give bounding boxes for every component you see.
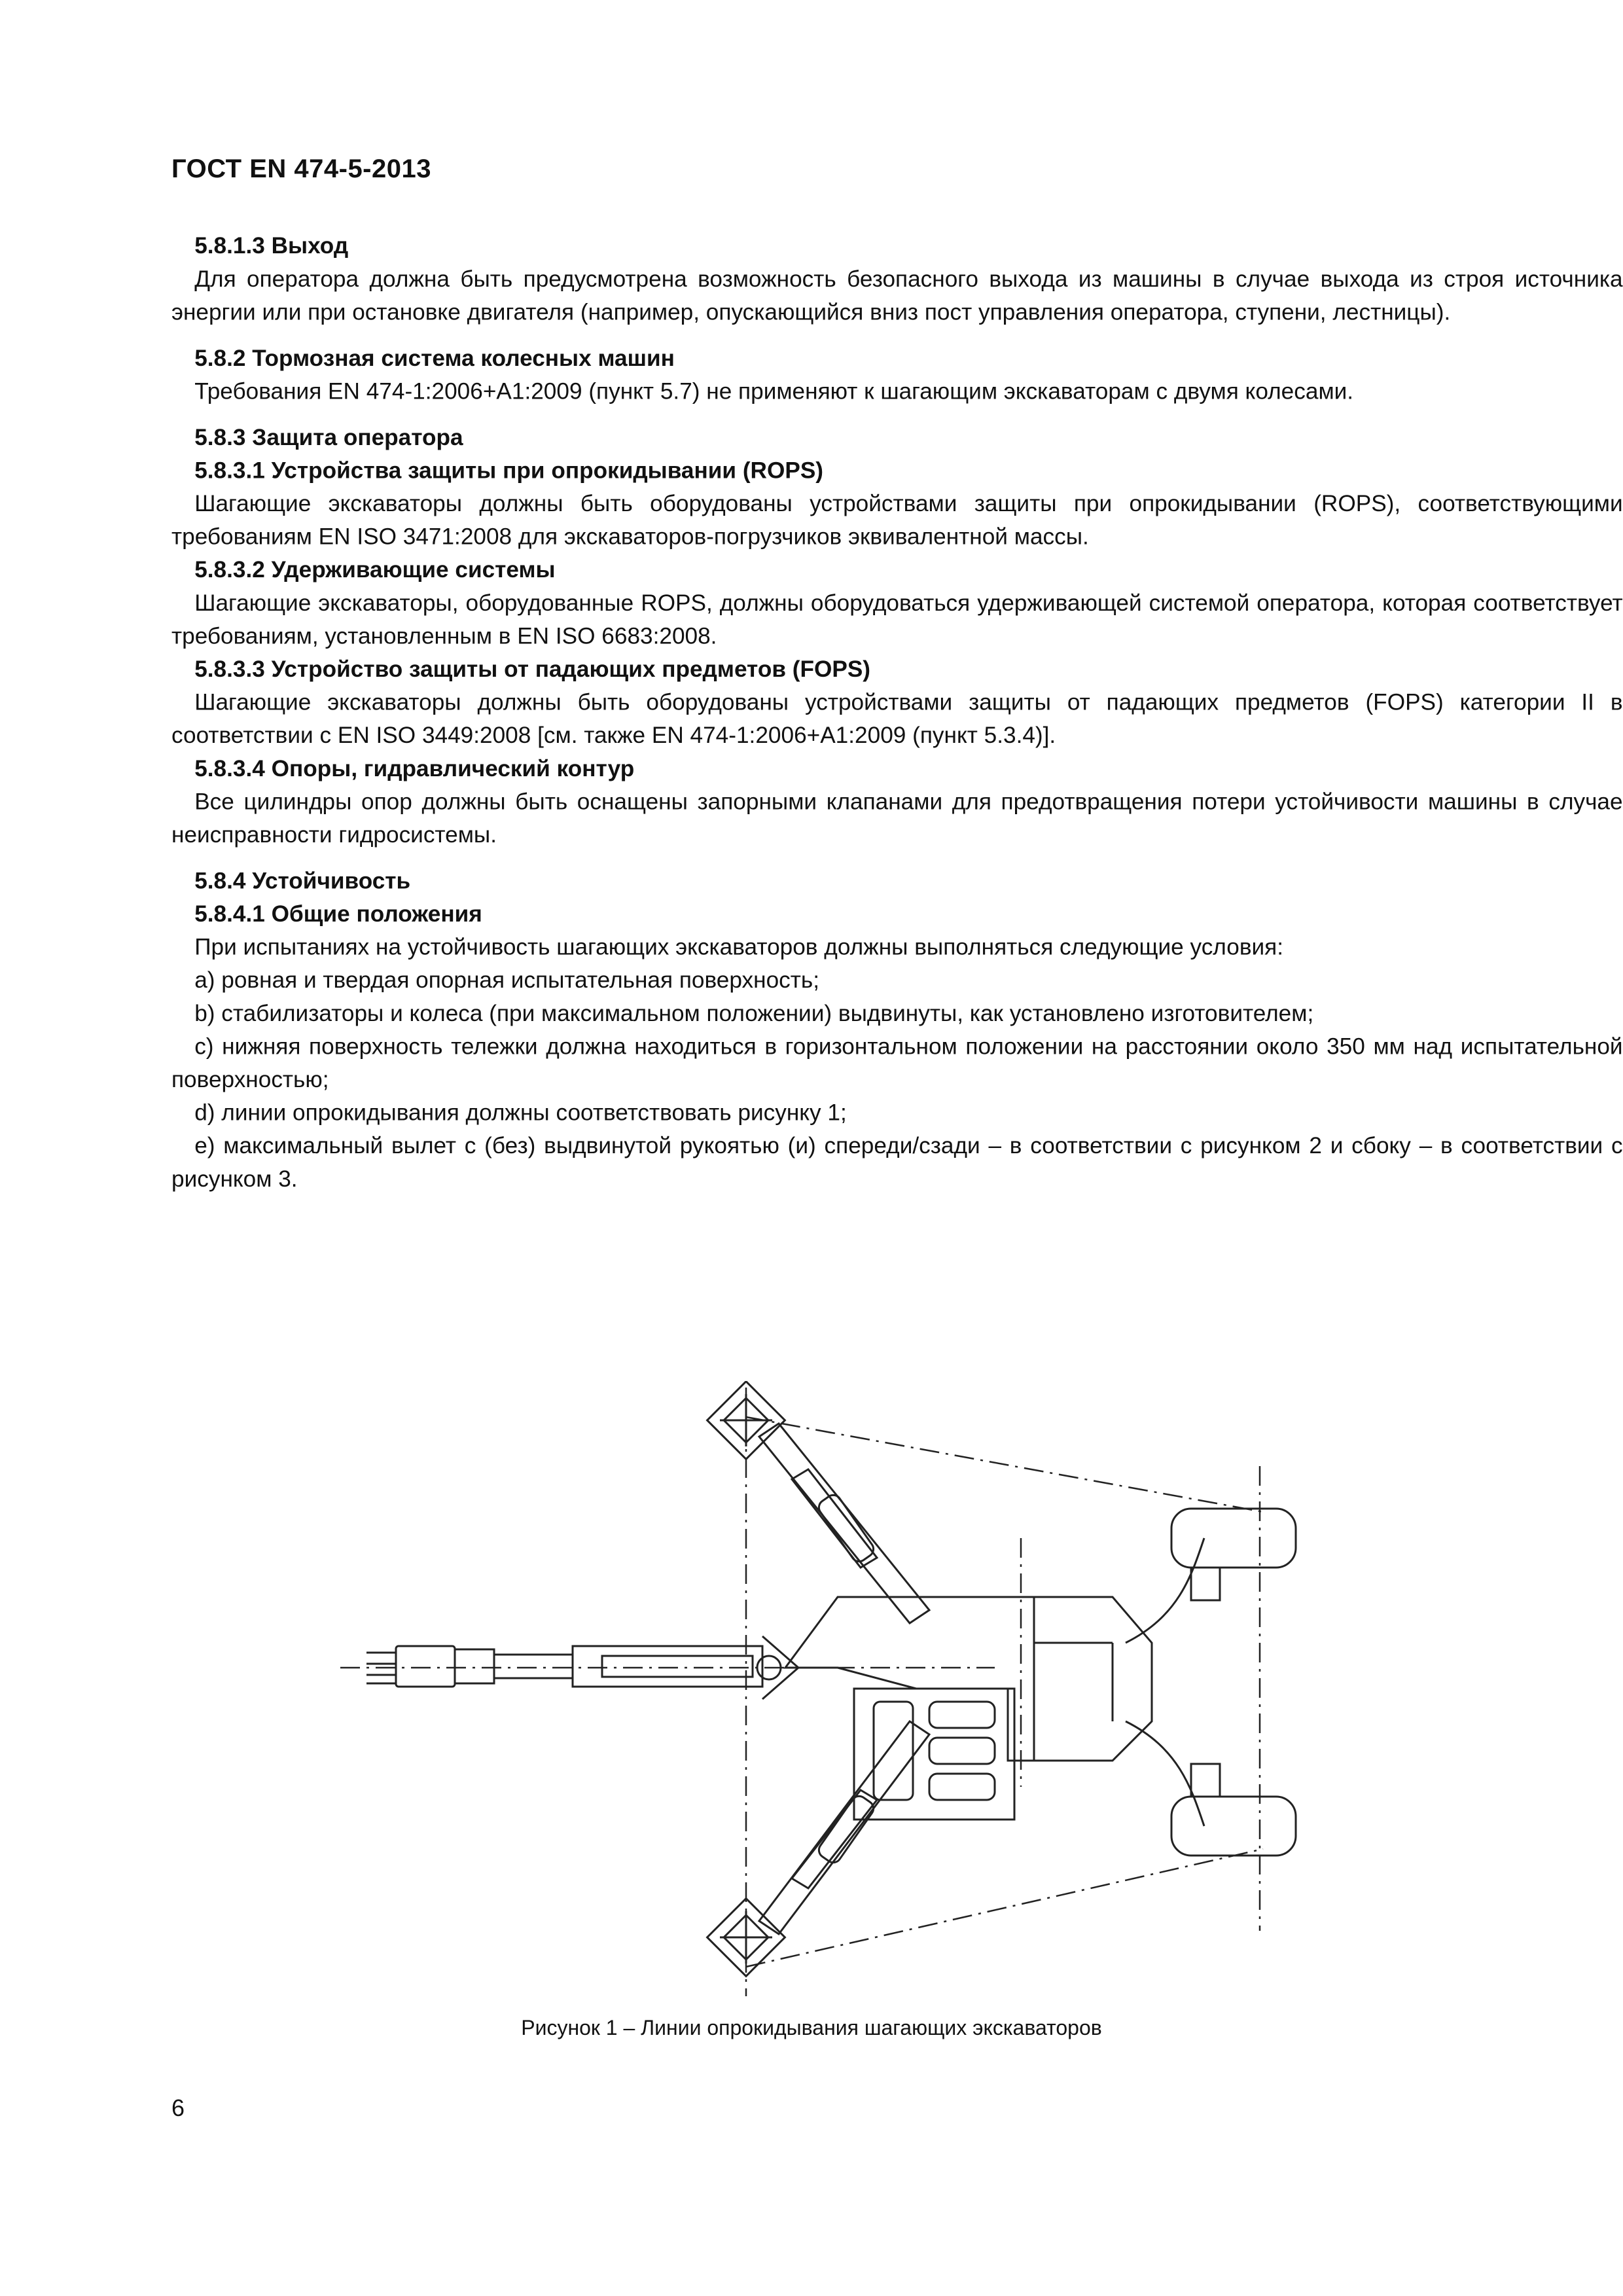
section-heading: 5.8.4.1 Общие положения: [194, 903, 482, 927]
section-heading: 5.8.4 Устойчивость: [194, 869, 411, 895]
excavator-body: [785, 1597, 1152, 1820]
paragraph: При испытаниях на устойчивость шагающих экскаваторов должны выполняться следующие условия:: [194, 936, 1284, 961]
tipping-line: [746, 1849, 1263, 1967]
wheel: [1171, 1509, 1296, 1568]
paragraph: Для оператора должна быть предусмотрена возможность безопасного выхода из машины в случае выхода из строя источника энергии или при остановке двигателя (например, опускающийся вниз пост управления оператора, ступени, лестницы).: [171, 268, 1623, 326]
section-heading: 5.8.1.3 Выход: [194, 234, 349, 259]
section-heading: 5.8.3.1 Устройства защиты при опрокидывании (ROPS): [194, 459, 824, 484]
paragraph: Шагающие экскаваторы должны быть оборудованы устройствами защиты от падающих предметов (FOPS) категории II в соответствии с EN ISO 3449:2008 [см. также EN 474-1:2006+A1:2009 (пункт 5.3.4)].: [171, 691, 1623, 749]
page-number: 6: [171, 2094, 185, 2121]
condition-item: a) ровная и твердая опорная испытательная поверхность;: [194, 969, 819, 994]
section-heading: 5.8.3.3 Устройство защиты от падающих предметов (FOPS): [194, 658, 871, 683]
section-heading: 5.8.3 Защита оператора: [194, 426, 463, 451]
paragraph: Шагающие экскаваторы, оборудованные ROPS, должны оборудоваться удерживающей системой оператора, которая соответствует требованиям, установленным в EN ISO 6683:2008.: [171, 592, 1623, 650]
condition-item: d) линии опрокидывания должны соответствовать рисунку 1;: [194, 1102, 847, 1126]
figure-caption: Рисунок 1 – Линии опрокидывания шагающих экскаваторов: [521, 2016, 1102, 2039]
document-body: [171, 230, 1623, 1196]
tipping-line: [746, 1417, 1263, 1512]
wheel: [1171, 1797, 1296, 1856]
condition-item: b) стабилизаторы и колеса (при максимальном положении) выдвинуты, как установлено изготовителем;: [194, 1002, 1314, 1027]
condition-item: e) максимальный вылет с (без) выдвинутой рукоятью (и) спереди/сзади – в соответствии с рисунком 2 и сбоку – в соответствии с рисунком 3.: [171, 1134, 1623, 1193]
upper-outrigger: [707, 1382, 929, 1623]
section-heading: 5.8.2 Тормозная система колесных машин: [194, 347, 675, 372]
section-heading: 5.8.3.2 Удерживающие системы: [194, 558, 556, 583]
lower-outrigger: [707, 1721, 929, 1976]
excavator-tipping-lines-drawing: [340, 1381, 1322, 2003]
document-code: ГОСТ EN 474-5-2013: [171, 154, 431, 183]
paragraph: Все цилиндры опор должны быть оснащены запорными клапанами для предотвращения потери устойчивости машины в случае неисправности гидросистемы.: [171, 790, 1623, 848]
paragraph: Требования EN 474-1:2006+A1:2009 (пункт 5.7) не применяют к шагающим экскаваторам с двумя колесами.: [194, 380, 1354, 405]
paragraph: Шагающие экскаваторы должны быть оборудованы устройствами защиты при опрокидывании (ROPS), соответствующими требованиям EN ISO 3471:2008 для экскаваторов-погрузчиков эквивалентной массы.: [171, 492, 1623, 550]
condition-item: c) нижняя поверхность тележки должна находиться в горизонтальном положении на расстоянии около 350 мм над испытательной поверхностью;: [171, 1035, 1623, 1093]
section-heading: 5.8.3.4 Опоры, гидравлический контур: [194, 757, 635, 782]
